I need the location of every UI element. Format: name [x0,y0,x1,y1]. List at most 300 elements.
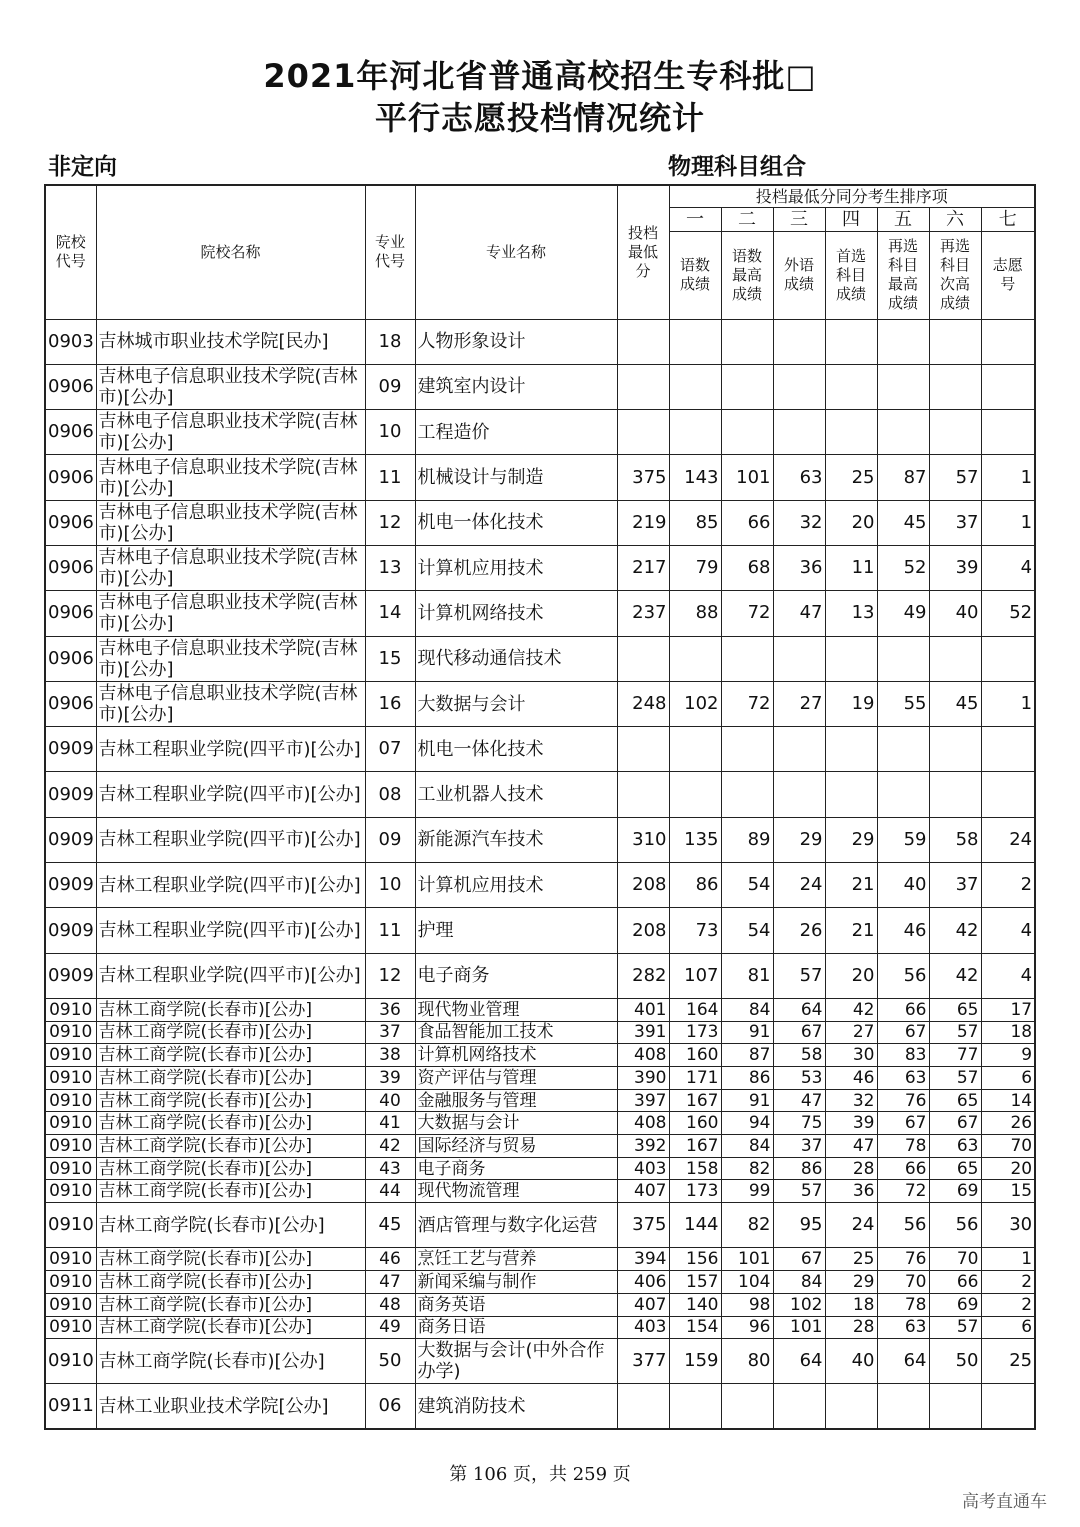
cell-major-name: 商务英语 [415,1293,617,1316]
cell-major-name: 新闻采编与制作 [415,1271,617,1294]
cell-choice-number: 4 [981,908,1035,953]
cell-school-name: 吉林工商学院(长春市)[公办] [96,1067,365,1090]
cell-choice-number: 4 [981,953,1035,998]
cell-school-name: 吉林电子信息职业技术学院(吉林市)[公办] [96,636,365,681]
cell-school-name: 吉林工程职业学院(四平市)[公办] [96,863,365,908]
cell-major-code: 37 [365,1021,415,1044]
cell-major-name: 新能源汽车技术 [415,817,617,862]
cell-major-name: 机电一体化技术 [415,500,617,545]
cell-min-score: 208 [617,908,669,953]
table-row [45,727,1035,772]
cell-second-subject-next: 42 [929,953,981,998]
cell-school-code: 0910 [45,1248,96,1271]
table-row [45,772,1035,817]
cell-chinese-math-max: 54 [721,908,773,953]
cell-second-subject-max: 63 [877,1316,929,1339]
cell-major-name: 国际经济与贸易 [415,1135,617,1158]
cell-choice-number [981,636,1035,681]
cell-second-subject-next: 57 [929,455,981,500]
cell-second-subject-next [929,1384,981,1429]
cell-first-subject: 11 [825,545,877,590]
cell-min-score: 208 [617,863,669,908]
cell-chinese-math: 156 [669,1248,721,1271]
cell-min-score: 219 [617,500,669,545]
cell-school-name: 吉林电子信息职业技术学院(吉林市)[公办] [96,455,365,500]
cell-chinese-math: 158 [669,1157,721,1180]
cell-foreign-lang: 47 [773,591,825,636]
cell-major-name: 机电一体化技术 [415,727,617,772]
cell-second-subject-max: 49 [877,591,929,636]
cell-foreign-lang: 67 [773,1021,825,1044]
cell-choice-number: 2 [981,1271,1035,1294]
cell-chinese-math-max: 98 [721,1293,773,1316]
cell-major-code: 15 [365,636,415,681]
cell-major-code: 38 [365,1044,415,1067]
cell-major-code: 12 [365,953,415,998]
cell-chinese-math [669,1384,721,1429]
cell-second-subject-next: 63 [929,1135,981,1158]
cell-min-score [617,636,669,681]
cell-major-name: 现代移动通信技术 [415,636,617,681]
cell-choice-number: 4 [981,545,1035,590]
cell-foreign-lang: 27 [773,681,825,726]
cell-choice-number: 2 [981,863,1035,908]
cell-second-subject-next [929,319,981,364]
cell-first-subject [825,1384,877,1429]
cell-foreign-lang: 24 [773,863,825,908]
cell-chinese-math-max [721,410,773,455]
cell-choice-number: 14 [981,1089,1035,1112]
cell-min-score: 217 [617,545,669,590]
cell-school-code: 0906 [45,500,96,545]
cell-foreign-lang: 37 [773,1135,825,1158]
cell-foreign-lang [773,1384,825,1429]
cell-first-subject: 19 [825,681,877,726]
header-order-4: 四 [825,207,877,231]
cell-chinese-math-max: 86 [721,1067,773,1090]
header-min-score: 投档最低分 [617,185,669,319]
cell-foreign-lang: 29 [773,817,825,862]
page-footer: 第 106 页，共 259 页 [449,1464,631,1485]
cell-major-code: 49 [365,1316,415,1339]
cell-school-code: 0909 [45,908,96,953]
cell-second-subject-next: 65 [929,1089,981,1112]
cell-school-name: 吉林城市职业技术学院[民办] [96,319,365,364]
cell-second-subject-next: 70 [929,1248,981,1271]
cell-second-subject-max [877,772,929,817]
cell-major-name: 大数据与会计 [415,1112,617,1135]
cell-choice-number [981,1384,1035,1429]
cell-choice-number: 24 [981,817,1035,862]
cell-chinese-math-max: 91 [721,1089,773,1112]
cell-choice-number: 9 [981,1044,1035,1067]
cell-school-code: 0910 [45,1271,96,1294]
cell-major-code: 06 [365,1384,415,1429]
cell-major-code: 08 [365,772,415,817]
cell-choice-number [981,410,1035,455]
cell-school-name: 吉林工商学院(长春市)[公办] [96,1316,365,1339]
cell-second-subject-next [929,772,981,817]
cell-school-code: 0906 [45,591,96,636]
cell-school-code: 0910 [45,998,96,1021]
cell-school-name: 吉林工程职业学院(四平市)[公办] [96,727,365,772]
table-row [45,319,1035,364]
cell-second-subject-next [929,364,981,409]
cell-min-score: 408 [617,1112,669,1135]
cell-second-subject-next: 67 [929,1112,981,1135]
table-row [45,591,1035,636]
cell-major-code: 12 [365,500,415,545]
table-row [45,500,1035,545]
cell-chinese-math-max: 89 [721,817,773,862]
table-row [45,1135,1035,1158]
cell-chinese-math-max: 80 [721,1339,773,1384]
cell-major-name: 计算机应用技术 [415,863,617,908]
cell-first-subject [825,772,877,817]
cell-first-subject: 30 [825,1044,877,1067]
cell-second-subject-next: 39 [929,545,981,590]
cell-first-subject: 25 [825,1248,877,1271]
cell-major-code: 11 [365,455,415,500]
cell-second-subject-max [877,727,929,772]
cell-chinese-math-max: 82 [721,1157,773,1180]
cell-school-code: 0910 [45,1203,96,1248]
cell-chinese-math [669,410,721,455]
header-school-name: 院校名称 [96,185,365,319]
cell-chinese-math-max: 87 [721,1044,773,1067]
cell-school-code: 0906 [45,636,96,681]
cell-second-subject-max: 70 [877,1271,929,1294]
cell-foreign-lang [773,364,825,409]
admission-table [44,184,1036,1430]
cell-second-subject-next: 69 [929,1180,981,1203]
cell-choice-number: 17 [981,998,1035,1021]
cell-major-code: 18 [365,319,415,364]
cell-first-subject: 25 [825,455,877,500]
cell-choice-number: 6 [981,1067,1035,1090]
cell-chinese-math: 171 [669,1067,721,1090]
cell-choice-number: 1 [981,500,1035,545]
cell-choice-number [981,319,1035,364]
cell-first-subject: 18 [825,1293,877,1316]
cell-school-name: 吉林工商学院(长春市)[公办] [96,1157,365,1180]
cell-second-subject-next: 69 [929,1293,981,1316]
cell-school-name: 吉林工商学院(长春市)[公办] [96,1044,365,1067]
cell-min-score: 375 [617,455,669,500]
cell-chinese-math-max [721,636,773,681]
cell-second-subject-next: 37 [929,863,981,908]
cell-min-score: 403 [617,1157,669,1180]
table-row [45,364,1035,409]
cell-major-code: 44 [365,1180,415,1203]
cell-major-name: 护理 [415,908,617,953]
table-row [45,410,1035,455]
cell-foreign-lang: 75 [773,1112,825,1135]
table-row [45,1089,1035,1112]
cell-major-name: 工业机器人技术 [415,772,617,817]
header-subcol-1: 语数成绩 [669,231,721,319]
cell-chinese-math: 154 [669,1316,721,1339]
cell-school-code: 0909 [45,953,96,998]
cell-second-subject-max: 76 [877,1248,929,1271]
cell-major-code: 41 [365,1112,415,1135]
cell-chinese-math: 173 [669,1021,721,1044]
cell-foreign-lang: 86 [773,1157,825,1180]
cell-min-score: 407 [617,1293,669,1316]
cell-chinese-math: 107 [669,953,721,998]
cell-school-name: 吉林电子信息职业技术学院(吉林市)[公办] [96,545,365,590]
cell-major-code: 46 [365,1248,415,1271]
cell-major-name: 烹饪工艺与营养 [415,1248,617,1271]
table-row [45,1067,1035,1090]
cell-choice-number [981,772,1035,817]
cell-chinese-math: 167 [669,1135,721,1158]
cell-choice-number: 30 [981,1203,1035,1248]
cell-chinese-math [669,727,721,772]
cell-second-subject-max: 83 [877,1044,929,1067]
cell-major-code: 45 [365,1203,415,1248]
table-row [45,1248,1035,1271]
cell-school-code: 0909 [45,727,96,772]
cell-major-code: 47 [365,1271,415,1294]
table-row [45,1384,1035,1429]
header-subcol-3: 外语成绩 [773,231,825,319]
header-school-code: 院校代号 [45,185,96,319]
table-row [45,1316,1035,1339]
cell-school-code: 0911 [45,1384,96,1429]
cell-foreign-lang: 102 [773,1293,825,1316]
cell-second-subject-next: 65 [929,1157,981,1180]
cell-first-subject: 20 [825,953,877,998]
cell-chinese-math: 140 [669,1293,721,1316]
cell-choice-number: 52 [981,591,1035,636]
cell-first-subject [825,636,877,681]
cell-chinese-math-max: 72 [721,681,773,726]
cell-chinese-math: 167 [669,1089,721,1112]
cell-min-score: 406 [617,1271,669,1294]
cell-school-code: 0910 [45,1339,96,1384]
cell-min-score: 248 [617,681,669,726]
cell-second-subject-max: 87 [877,455,929,500]
cell-school-code: 0906 [45,681,96,726]
cell-chinese-math-max: 101 [721,455,773,500]
cell-second-subject-next: 58 [929,817,981,862]
cell-foreign-lang: 36 [773,545,825,590]
cell-second-subject-max: 46 [877,908,929,953]
cell-min-score [617,772,669,817]
cell-major-code: 40 [365,1089,415,1112]
cell-major-name: 现代物业管理 [415,998,617,1021]
header-order-2: 二 [721,207,773,231]
cell-second-subject-next [929,727,981,772]
cell-second-subject-next: 65 [929,998,981,1021]
cell-school-name: 吉林电子信息职业技术学院(吉林市)[公办] [96,500,365,545]
cell-choice-number: 1 [981,455,1035,500]
cell-major-name: 大数据与会计(中外合作办学) [415,1339,617,1384]
cell-major-name: 食品智能加工技术 [415,1021,617,1044]
header-subcol-6: 再选科目次高成绩 [929,231,981,319]
cell-second-subject-next: 40 [929,591,981,636]
cell-school-name: 吉林工商学院(长春市)[公办] [96,998,365,1021]
cell-school-code: 0906 [45,364,96,409]
header-order-7: 七 [981,207,1035,231]
cell-foreign-lang [773,727,825,772]
cell-chinese-math-max: 54 [721,863,773,908]
cell-major-name: 计算机应用技术 [415,545,617,590]
cell-major-code: 09 [365,364,415,409]
cell-min-score: 397 [617,1089,669,1112]
cell-min-score: 401 [617,998,669,1021]
cell-chinese-math-max: 84 [721,998,773,1021]
header-tiebreak-group: 投档最低分同分考生排序项 [669,185,1035,207]
cell-school-code: 0903 [45,319,96,364]
cell-first-subject: 28 [825,1157,877,1180]
cell-school-code: 0910 [45,1067,96,1090]
cell-min-score: 408 [617,1044,669,1067]
cell-choice-number: 15 [981,1180,1035,1203]
cell-major-name: 商务日语 [415,1316,617,1339]
table-row [45,863,1035,908]
cell-min-score: 392 [617,1135,669,1158]
cell-foreign-lang: 32 [773,500,825,545]
cell-foreign-lang [773,772,825,817]
table-row [45,908,1035,953]
cell-second-subject-max [877,319,929,364]
cell-foreign-lang: 57 [773,1180,825,1203]
page-title-line1: 2021年河北省普通高校招生专科批□ [263,57,817,95]
cell-foreign-lang: 57 [773,953,825,998]
cell-second-subject-max: 56 [877,953,929,998]
cell-chinese-math: 73 [669,908,721,953]
cell-min-score: 237 [617,591,669,636]
cell-school-name: 吉林工业职业技术学院[公办] [96,1384,365,1429]
table-row [45,1180,1035,1203]
cell-major-code: 43 [365,1157,415,1180]
cell-second-subject-next: 37 [929,500,981,545]
table-row [45,455,1035,500]
cell-min-score [617,364,669,409]
cell-second-subject-max: 56 [877,1203,929,1248]
cell-major-code: 48 [365,1293,415,1316]
cell-second-subject-next: 57 [929,1021,981,1044]
cell-chinese-math: 144 [669,1203,721,1248]
cell-school-name: 吉林工商学院(长春市)[公办] [96,1112,365,1135]
watermark: 高考直通车 [962,1492,1047,1512]
cell-min-score: 394 [617,1248,669,1271]
cell-first-subject: 24 [825,1203,877,1248]
cell-major-name: 酒店管理与数字化运营 [415,1203,617,1248]
header-subcol-2: 语数最高成绩 [721,231,773,319]
cell-major-code: 11 [365,908,415,953]
cell-first-subject [825,727,877,772]
cell-foreign-lang: 84 [773,1271,825,1294]
cell-chinese-math: 102 [669,681,721,726]
cell-chinese-math-max: 72 [721,591,773,636]
cell-major-name: 建筑消防技术 [415,1384,617,1429]
table-row [45,545,1035,590]
cell-min-score [617,319,669,364]
table-row [45,1044,1035,1067]
cell-foreign-lang: 64 [773,998,825,1021]
header-order-5: 五 [877,207,929,231]
cell-chinese-math: 159 [669,1339,721,1384]
cell-choice-number: 25 [981,1339,1035,1384]
cell-school-name: 吉林工商学院(长春市)[公办] [96,1180,365,1203]
header-subcol-5: 再选科目最高成绩 [877,231,929,319]
cell-major-code: 42 [365,1135,415,1158]
table-row [45,1339,1035,1384]
cell-foreign-lang: 67 [773,1248,825,1271]
cell-foreign-lang [773,410,825,455]
cell-foreign-lang: 101 [773,1316,825,1339]
cell-first-subject [825,319,877,364]
header-subcol-7: 志愿号 [981,231,1035,319]
cell-second-subject-max [877,364,929,409]
cell-school-name: 吉林电子信息职业技术学院(吉林市)[公办] [96,681,365,726]
cell-choice-number [981,364,1035,409]
cell-major-code: 07 [365,727,415,772]
cell-first-subject: 47 [825,1135,877,1158]
cell-school-name: 吉林工商学院(长春市)[公办] [96,1271,365,1294]
cell-foreign-lang: 58 [773,1044,825,1067]
cell-second-subject-next: 50 [929,1339,981,1384]
cell-major-name: 计算机网络技术 [415,1044,617,1067]
cell-chinese-math-max: 66 [721,500,773,545]
cell-foreign-lang: 53 [773,1067,825,1090]
cell-second-subject-max: 64 [877,1339,929,1384]
cell-school-code: 0909 [45,863,96,908]
cell-first-subject: 40 [825,1339,877,1384]
cell-first-subject: 39 [825,1112,877,1135]
cell-school-name: 吉林工商学院(长春市)[公办] [96,1293,365,1316]
cell-chinese-math-max: 84 [721,1135,773,1158]
cell-chinese-math-max: 68 [721,545,773,590]
cell-first-subject: 21 [825,908,877,953]
table-row [45,817,1035,862]
subtitle-left: 非定向 [48,154,117,180]
cell-school-name: 吉林工程职业学院(四平市)[公办] [96,953,365,998]
table-row [45,636,1035,681]
cell-major-name: 人物形象设计 [415,319,617,364]
cell-chinese-math-max: 96 [721,1316,773,1339]
cell-first-subject: 29 [825,1271,877,1294]
header-subcol-4: 首选科目成绩 [825,231,877,319]
cell-school-name: 吉林工商学院(长春市)[公办] [96,1248,365,1271]
cell-chinese-math-max: 104 [721,1271,773,1294]
header-order-3: 三 [773,207,825,231]
cell-second-subject-max: 78 [877,1135,929,1158]
cell-chinese-math: 173 [669,1180,721,1203]
cell-foreign-lang: 64 [773,1339,825,1384]
cell-min-score: 375 [617,1203,669,1248]
cell-second-subject-next: 77 [929,1044,981,1067]
cell-school-code: 0910 [45,1316,96,1339]
table-row [45,1271,1035,1294]
header-major-code: 专业代号 [365,185,415,319]
cell-second-subject-max [877,1384,929,1429]
cell-chinese-math: 88 [669,591,721,636]
cell-first-subject: 20 [825,500,877,545]
header-order-1: 一 [669,207,721,231]
cell-choice-number: 2 [981,1293,1035,1316]
cell-chinese-math-max: 101 [721,1248,773,1271]
cell-min-score [617,727,669,772]
cell-school-code: 0909 [45,817,96,862]
cell-chinese-math-max [721,364,773,409]
cell-major-name: 现代物流管理 [415,1180,617,1203]
cell-school-code: 0910 [45,1180,96,1203]
cell-major-name: 计算机网络技术 [415,591,617,636]
